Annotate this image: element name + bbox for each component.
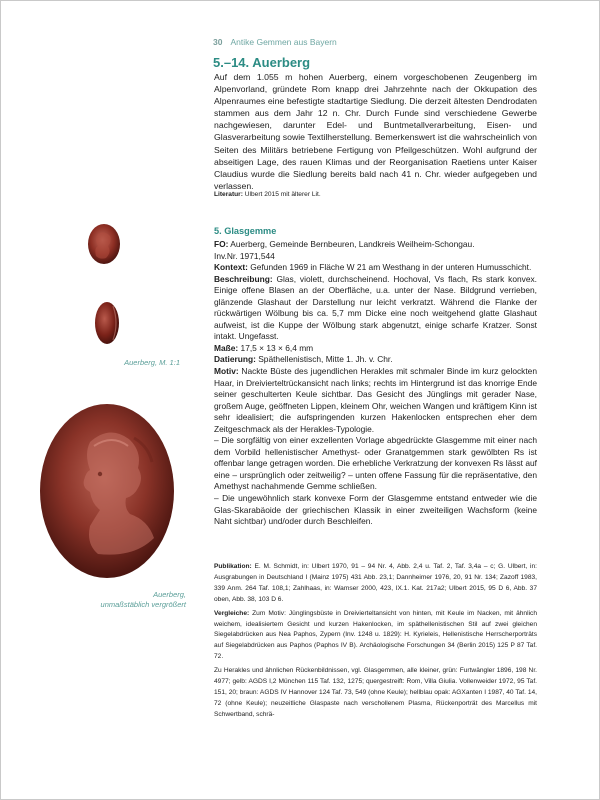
section-intro: Auf dem 1.055 m hohen Auerberg, einem vorgeschobenen Zeugenberg im Alpenvorland, gründete Rom knapp drei Jahrzehnte nach der Okkupation des Alpenraumes eine befestigte stadtartige Siedlung. Die derzeit ältesten Dendrodaten stammen aus dem Jahr 12 n. Chr. Durch Funde sind verschiedene Gewerbe nachgewiesen, darunter Edel- und Buntmetallverarbeitung, Eisen- und Glasverarbeitung sowie Textilherstellung. Bemerkenswert ist die wahrscheinlich von Seiten des Militärs betriebene Fertigung von Pfeilgeschützen. Wohl aufgrund der abseitigen Lage, des rauen Klimas und der Reorganisation Raetiens unter Kaiser Claudius wurde die Siedlung bereits bald nach 41 n. Chr. wieder aufgegeben und verlassen.: [214, 72, 537, 191]
entry-references: [214, 562, 537, 721]
motiv-paragraph-2: – Die sorgfältig von einer exzellenten Vorlage abgedrückte Glasgemme mit einer nach dem Vorbild hellenistischer Amethyst- oder Granatgemmen stark gewölbten Rs ist offenbar lange getragen worden. Die erhebliche Verkratzung der konvexen Rs lässt auf eine – ursprünglich oder zeitweilig? – unten offene Fassung für die repräsentative, den Amethyst nachahmende Gemme schließen.: [214, 435, 537, 492]
beschreibung-label: Beschreibung:: [214, 273, 273, 284]
datierung-line: [214, 354, 537, 366]
vergleiche-line: [214, 609, 537, 664]
fo-label: FO:: [214, 239, 229, 249]
gem-side-small-image: [93, 300, 121, 346]
publikation-line: [214, 562, 537, 606]
publikation-text: E. M. Schmidt, in: Ulbert 1970, 91 – 94 Nr. 4, Abb. 2,4 u. Taf. 2, Taf. 3,4a – c; G. Ulbert, in: Ausgrabungen in Deutschland I (Mainz 1975) 431 Abb. 23,1; Dannheimer 1976, 20, 91 Nr. 134; Zazoff 1983, 339 Anm. 264 Taf. 108,1; Zahlhaas, in: Wamser 2000, 423, IX.1. Kat. 217a2; Ulbert 2015, 95 D 6, Abb. 37 oben, Abb. 38, 103 D 6.: [214, 563, 537, 603]
running-title: Antike Gemmen aus Bayern: [230, 37, 337, 47]
entry-title: 5. Glasgemme: [214, 226, 277, 236]
beschreibung-line: [214, 274, 537, 343]
publikation-label: Publikation:: [214, 563, 252, 570]
masse-line: [214, 343, 537, 355]
vergleiche-label: Vergleiche:: [214, 609, 250, 617]
vergleiche-text: Zum Motiv: Jünglingsbüste in Dreivierteltansicht von hinten, mit Keule im Nacken, mit ähnlich weichem, idealisiertem Gesicht und kurzen Hakenlocken, im späthellenistischen Stil auf zwei gleichen Siegelabdrücken aus Nea Paphos, Zypern (Inv. 1248 u. 1829): H. Kyrieleis, Hellenistische Herrscherporträts auf Siegelabdrücken aus Paphos (Paphos IV B). Archäologische Forschungen 34 (Berlin 2015) 125 P 87 Taf. 72.: [214, 609, 537, 661]
caption-small: Auerberg, M. 1:1: [124, 358, 180, 367]
caption-large: [60, 590, 186, 610]
datierung-text: Späthellenistisch, Mitte 1. Jh. v. Chr.: [255, 354, 393, 365]
caption-large-line-1: Auerberg,: [153, 590, 186, 599]
motiv-text: Nackte Büste des jugendlichen Herakles mit schmaler Binde im kurz gelockten Haar, in Dreivierteltrückansicht nach links; rechts im Hintergrund ist das knorrige Ende seiner geschulterten Keule sichtbar. Das Gesicht des Jünglings mit gerader Nase, großem Auge, geöffneten Lippen, kleinem Ohr, weichen Wangen und kräftigem Kinn ist sehr idealisiert; die aufspringenden kurzen Hakenlocken entsprechen eher dem Zeitgeschmack als der Herakles-Typologie.: [214, 366, 537, 434]
datierung-label: Datierung:: [214, 354, 256, 365]
kontext-text: Gefunden 1969 in Fläche W 21 am Westhang in der unteren Humusschicht.: [247, 262, 532, 273]
page-number: 30: [213, 37, 223, 47]
gem-enlarged-image: [38, 402, 176, 580]
entry-body: [214, 239, 537, 528]
kontext-line: [214, 262, 537, 274]
caption-large-line-2: unmaßstäblich vergrößert: [100, 600, 186, 609]
motiv-paragraph-3: – Die ungewöhnlich stark konvexe Form der Glasgemme entstand entweder wie die Glas-Skarabäoide der griechischen Klassik in einer zweiteiligen Wachsform (keine Naht sichtbar) und/oder durch Beschleifen.: [214, 493, 537, 527]
motiv-line: [214, 366, 537, 435]
section-literature: [214, 190, 537, 199]
literature-label: Literatur:: [214, 191, 243, 198]
beschreibung-text: Glas, violett, durchscheinend. Hochoval, Vs flach, Rs stark konvex. Einige offene Blasen an der Oberfläche, u.a. unter der Nase. Bildgrund verrieben, glänzende Glashaut der Darstellung nur leicht verkratzt. Während die Flanke der rückwärtigen Wölbung bis ca. 5,7 mm Dicke eine noch weitgehend glatte Glashaut aufweist, ist die Kuppe der Wölbung stark abgenutzt, einige scharfe Kratzer. Sonst intakt. Ungefasst.: [214, 273, 537, 342]
fo-line: [214, 239, 537, 251]
motiv-label: Motiv:: [214, 366, 239, 377]
gem-front-small-image: [86, 222, 122, 266]
kontext-label: Kontext:: [214, 262, 248, 273]
literature-text: Ulbert 2015 mit älterer Lit.: [242, 191, 321, 198]
closing-paragraph: Zu Herakles und ähnlichen Rückenbildnissen, vgl. Glasgemmen, alle kleiner, grün: Furtwängler 1896, 198 Nr. 4977; gelb: AGDS I,2 München 115 Taf. 132, 1275; quergestreift: Rom, Villa Giulia. Vollenweider 1972, 95 Taf. 151, 20; braun: AGDS IV Hannover 124 Taf. 73, 549 (ohne Keule); hellblau opak: AGXanten I 1987, 40 Taf. 14, 72 (ohne Keule); neuzeitliche Glaspaste nach verschollenem Plasma, Rückenporträt des Marcellus mit Schwertband, schrä-: [214, 667, 537, 718]
section-title: 5.–14. Auerberg: [213, 55, 311, 70]
inventory-number: Inv.Nr. 1971,544: [214, 250, 275, 261]
masse-text: 17,5 × 13 × 6,4 mm: [238, 342, 314, 353]
fo-text: Auerberg, Gemeinde Bernbeuren, Landkreis Weilheim-Schongau.: [228, 239, 475, 249]
masse-label: Maße:: [214, 342, 239, 353]
running-header: [213, 37, 337, 47]
